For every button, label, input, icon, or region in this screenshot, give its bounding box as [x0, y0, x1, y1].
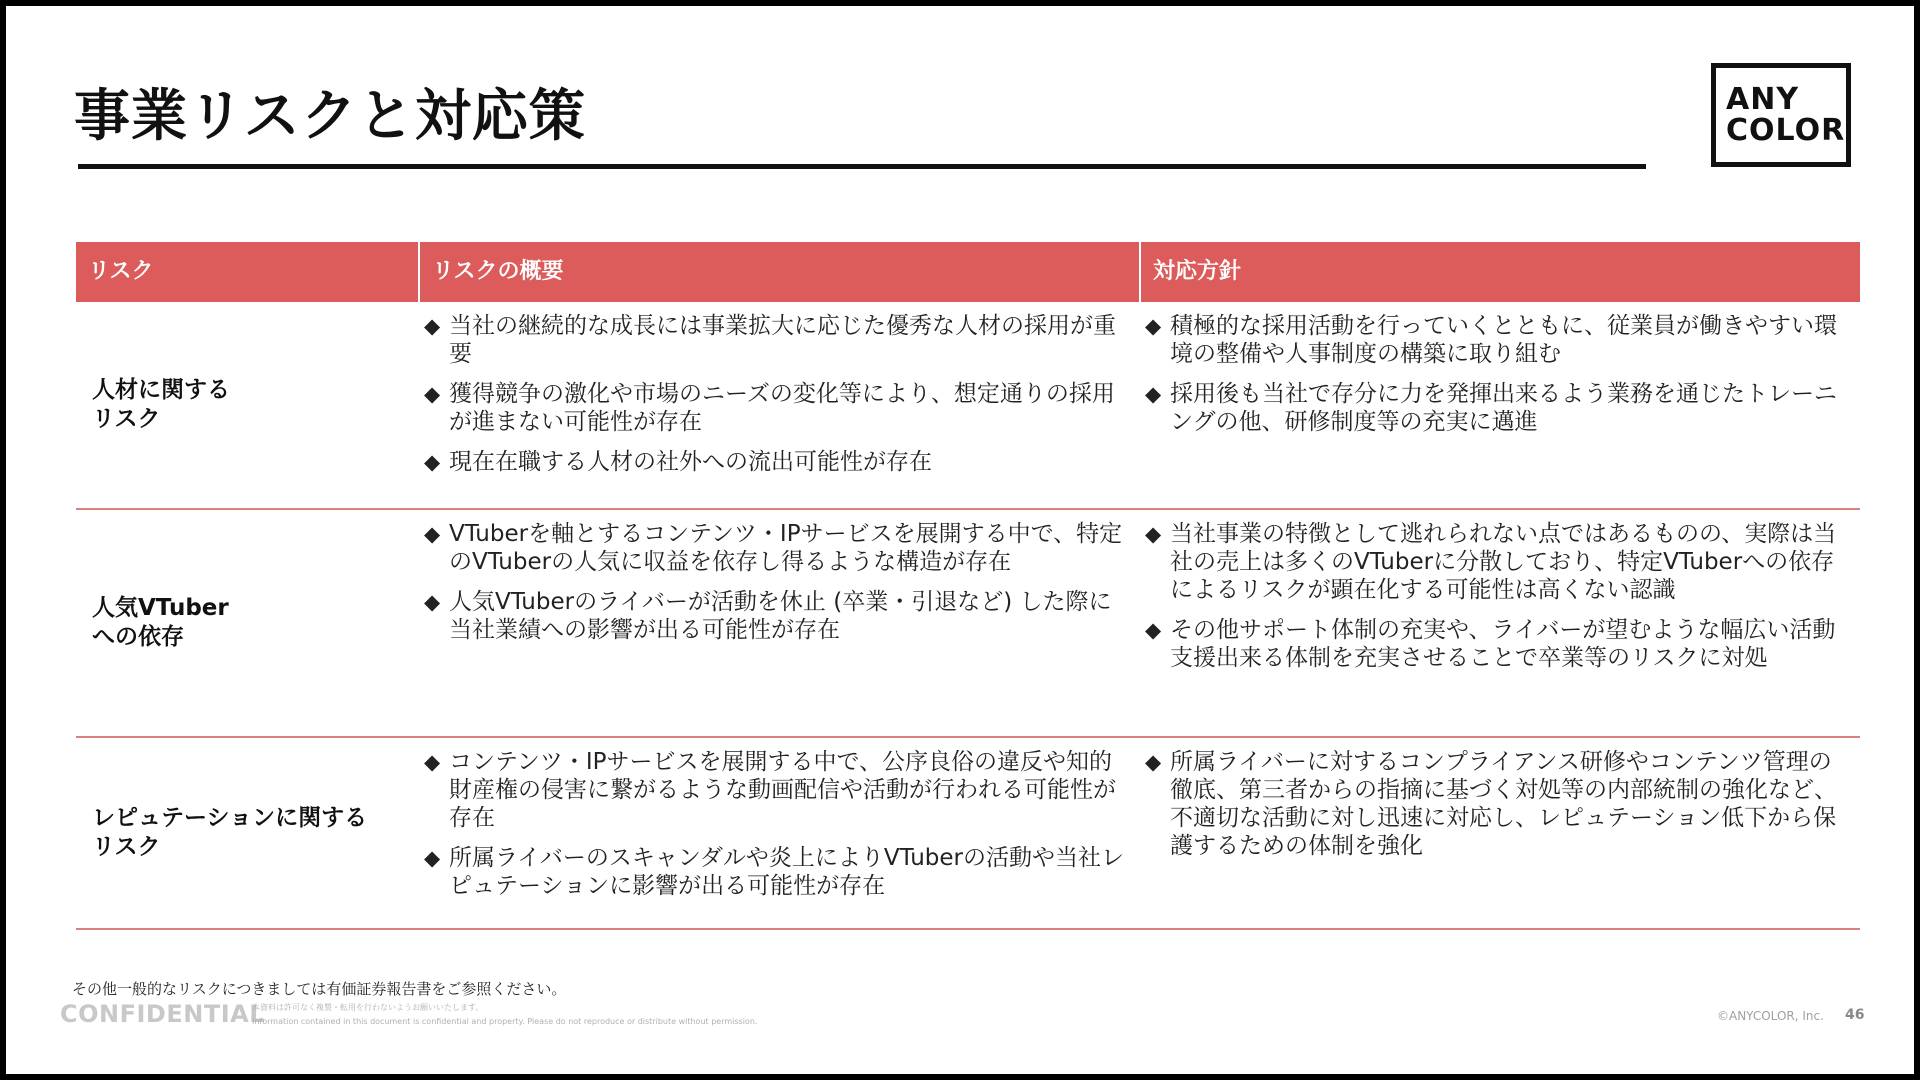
- summary-bullet: ◆ 現在在職する人材の社外への流出可能性が存在: [424, 448, 1129, 476]
- risk-name-cell: [76, 510, 418, 736]
- page-title: 事業リスクと対応策: [74, 84, 586, 149]
- summary-bullet: ◆ コンテンツ・IPサービスを展開する中で、公序良俗の違反や知的財産権の侵害に繋がるような動画配信や活動が行われる可能性が存在: [424, 748, 1129, 832]
- anycolor-logo: [1711, 63, 1851, 167]
- policy-bullet: ◆ 積極的な採用活動を行っていくとともに、従業員が働きやすい環境の整備や人事制度の構築に取り組む: [1145, 312, 1852, 368]
- policy-bullet: ◆ 所属ライバーに対するコンプライアンス研修やコンテンツ管理の徹底、第三者からの指摘に基づく対処等の内部統制の強化など、不適切な活動に対し迅速に対応し、レピュテーション低下から保護するための体制を強化: [1145, 748, 1852, 860]
- risk-name-line: 人気VTuber: [92, 595, 229, 621]
- logo-line-1: ANY: [1726, 82, 1800, 117]
- header-policy: 対応方針: [1139, 242, 1860, 302]
- summary-cell: [418, 510, 1139, 736]
- summary-bullet: ◆ VTuberを軸とするコンテンツ・IPサービスを展開する中で、特定のVTuberの人気に収益を依存し得るような構造が存在: [424, 520, 1129, 576]
- risk-name-cell: [76, 738, 418, 928]
- confidential-label: CONFIDENTIAL: [60, 1000, 265, 1028]
- policy-bullet: ◆ 採用後も当社で存分に力を発揮出来るよう業務を通じたトレーニングの他、研修制度等の充実に邁進: [1145, 380, 1852, 436]
- table-row: [76, 510, 1860, 738]
- summary-cell: [418, 738, 1139, 928]
- summary-cell: [418, 302, 1139, 508]
- policy-cell: [1139, 302, 1860, 508]
- copyright: ©ANYCOLOR, Inc.: [1717, 1009, 1824, 1023]
- policy-bullet: ◆ その他サポート体制の充実や、ライバーが望むような幅広い活動支援出来る体制を充実させることで卒業等のリスクに対処: [1145, 616, 1852, 672]
- footnote: その他一般的なリスクにつきましては有価証券報告書をご参照ください。: [72, 980, 567, 998]
- risk-table: [76, 242, 1860, 930]
- risk-name-line: への依存: [92, 624, 184, 650]
- slide: [6, 6, 1914, 1074]
- risk-name-line: 人材に関する: [92, 377, 230, 403]
- header-summary: リスクの概要: [418, 242, 1139, 302]
- policy-cell: [1139, 510, 1860, 736]
- risk-name-line: レピュテーションに関する: [92, 805, 368, 831]
- summary-bullet: ◆ 人気VTuberのライバーが活動を休止 (卒業・引退など) した際に当社業績への影響が出る可能性が存在: [424, 588, 1129, 644]
- table-row: [76, 738, 1860, 930]
- confidential-notice-en: Information contained in this document is confidential and property. Please do not reproduce or distribute without permission.: [252, 1017, 758, 1026]
- risk-name-line: リスク: [92, 406, 161, 432]
- risk-name-cell: [76, 302, 418, 508]
- summary-bullet: ◆ 当社の継続的な成長には事業拡大に応じた優秀な人材の採用が重要: [424, 312, 1129, 368]
- header-risk: リスク: [88, 259, 154, 284]
- risk-name-line: リスク: [92, 834, 161, 860]
- logo-line-2: COLOR: [1726, 113, 1846, 148]
- summary-bullet: ◆ 所属ライバーのスキャンダルや炎上によりVTuberの活動や当社レピュテーションに影響が出る可能性が存在: [424, 844, 1129, 900]
- summary-bullet: ◆ 獲得競争の激化や市場のニーズの変化等により、想定通りの採用が進まない可能性が存在: [424, 380, 1129, 436]
- policy-cell: [1139, 738, 1860, 928]
- confidential-notice-jp: 本資料は許可なく複製・転用を行わないようお願いいたします。: [252, 1003, 484, 1012]
- title-underline: [78, 164, 1646, 169]
- page-number: 46: [1845, 1007, 1865, 1023]
- policy-bullet: ◆ 当社事業の特徴として逃れられない点ではあるものの、実際は当社の売上は多くのVTuberに分散しており、特定VTuberへの依存によるリスクが顕在化する可能性は高くない認識: [1145, 520, 1852, 604]
- table-row: [76, 302, 1860, 510]
- table-header: [76, 242, 1860, 302]
